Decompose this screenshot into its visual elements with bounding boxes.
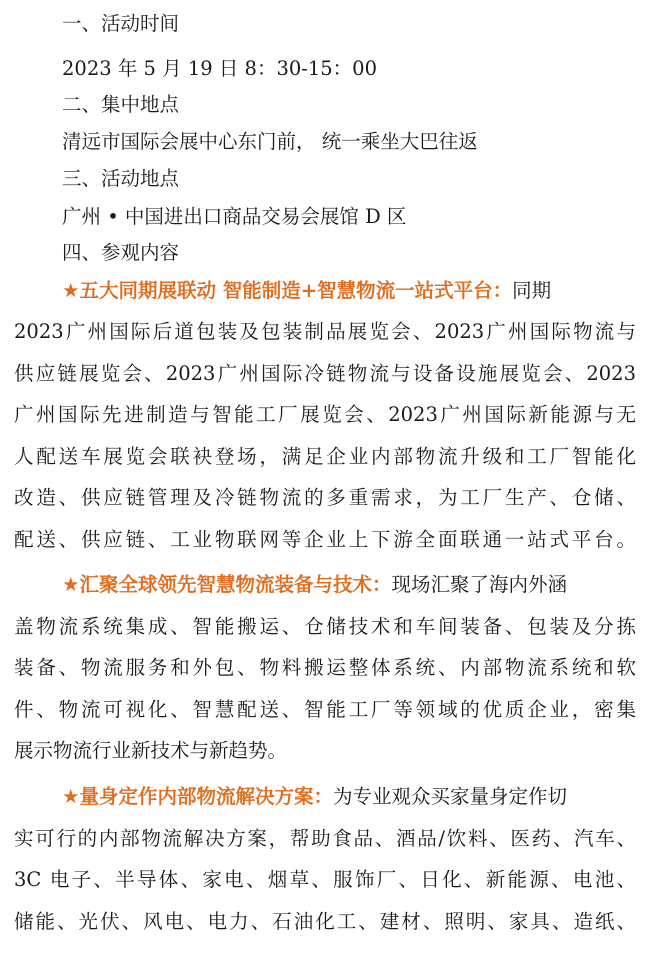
- paragraph-3-line-3: 3C 电子、半导体、家电、烟草、服饰厂、日化、新能源、电池、: [14, 868, 636, 891]
- paragraph-2-line-1: 现场汇聚了海内外涵: [391, 573, 567, 596]
- paragraph-1-line-2: 2023广州国际后道包装及包装制品展览会、2023广州国际物流与: [14, 320, 636, 343]
- paragraph-3-highlight: ★量身定作内部物流解决方案：: [62, 785, 333, 808]
- heading-activity-time: 一、活动时间: [62, 12, 180, 35]
- paragraph-1-first-line: [62, 273, 636, 309]
- paragraph-1-line-4: 广州国际先进制造与智能工厂展览会、2023广州国际新能源与无: [14, 403, 636, 426]
- heading-visit-content: 四、参观内容: [62, 241, 180, 264]
- paragraph-2-highlight: ★汇聚全球领先智慧物流装备与技术：: [62, 573, 392, 596]
- paragraph-2-line-2: 盖物流系统集成、智能搬运、仓储技术和车间装备、包装及分拣: [14, 615, 636, 638]
- paragraph-1-line-6: 改造、供应链管理及冷链物流的多重需求，为工厂生产、仓储、: [14, 486, 636, 509]
- paragraph-1-line-3: 供应链展览会、2023广州国际冷链物流与设备设施展览会、2023: [14, 362, 636, 385]
- paragraph-1-line-7: 配送、供应链、工业物联网等企业上下游全面联通一站式平台。: [14, 528, 636, 551]
- paragraph-3-line-4: 储能、光伏、风电、电力、石油化工、建材、照明、家具、造纸、: [14, 910, 636, 933]
- paragraph-2-first-line: [62, 567, 636, 603]
- heading-gathering-place: 二、集中地点: [62, 93, 180, 116]
- paragraph-2-line-3: 装备、物流服务和外包、物料搬运整体系统、内部物流系统和软: [14, 656, 636, 679]
- gathering-place-value: 清远市国际会展中心东门前， 统一乘坐大巴往返: [62, 130, 478, 153]
- paragraph-3-first-line: [62, 779, 636, 815]
- paragraph-3-line-2: 实可行的内部物流解决方案，帮助食品、酒品/饮料、医药、汽车、: [14, 827, 636, 850]
- paragraph-1-line-5: 人配送车展览会联袂登场，满足企业内部物流升级和工厂智能化: [14, 445, 636, 468]
- activity-venue-value: 广州 • 中国进出口商品交易会展馆 D 区: [62, 205, 407, 228]
- paragraph-1-line-1: 同期: [512, 279, 552, 302]
- heading-activity-venue: 三、活动地点: [62, 167, 180, 190]
- activity-time-value: 2023 年 5 月 19 日 8：30-15：00: [62, 57, 377, 80]
- paragraph-2-line-4: 件、物流可视化、智慧配送、智能工厂等领域的优质企业，密集: [14, 698, 636, 721]
- paragraph-3-line-1: 为专业观众买家量身定作切: [332, 785, 567, 808]
- paragraph-1-highlight: ★五大同期展联动 智能制造+智慧物流一站式平台：: [62, 279, 513, 302]
- paragraph-2-line-5: 展示物流行业新技术与新趋势。: [14, 739, 288, 762]
